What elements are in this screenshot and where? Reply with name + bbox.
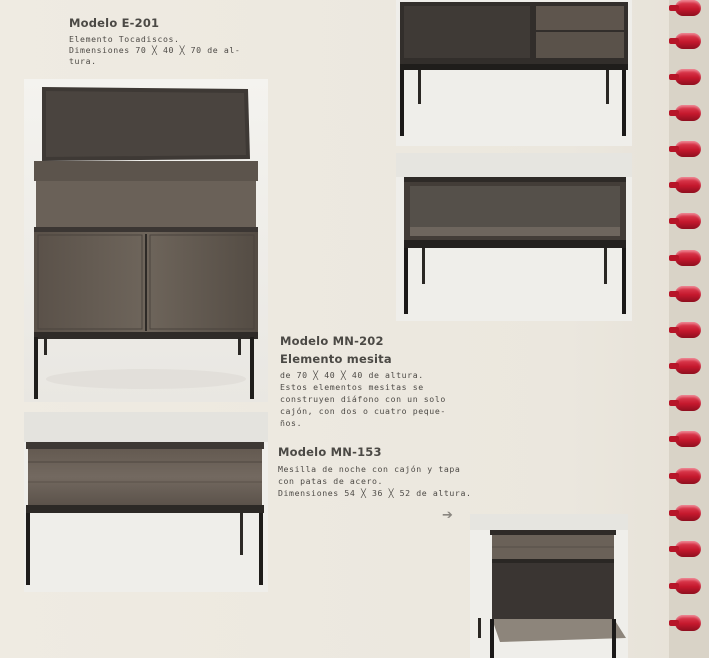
binding-ring bbox=[675, 213, 701, 229]
binding-ring bbox=[675, 69, 701, 85]
binding-ring bbox=[675, 286, 701, 302]
modelo-e201-title: Modelo E-201 bbox=[69, 16, 160, 30]
binding-ring bbox=[675, 431, 701, 447]
modelo-mn153-title: Modelo MN-153 bbox=[278, 445, 382, 459]
binding-ring bbox=[675, 468, 701, 484]
photo-low-cabinet bbox=[24, 412, 268, 592]
modelo-mn202-line-4: cajón, con dos o cuatro peque- bbox=[280, 406, 446, 416]
modelo-mn153-line-1: Mesilla de noche con cajón y tapa bbox=[278, 464, 461, 474]
binding-ring bbox=[675, 177, 701, 193]
binding-ring bbox=[675, 0, 701, 16]
modelo-mn202-line-2: Estos elementos mesitas se bbox=[280, 382, 424, 392]
modelo-e201-line-1: Elemento Tocadiscos. bbox=[69, 34, 180, 44]
binding-ring bbox=[675, 250, 701, 266]
photo-open-shelf-top bbox=[396, 0, 632, 146]
binding-ring bbox=[675, 358, 701, 374]
binding-ring bbox=[675, 541, 701, 557]
binding-ring bbox=[675, 615, 701, 631]
binding-ring bbox=[675, 33, 701, 49]
photo-record-player-cabinet bbox=[24, 79, 268, 402]
modelo-mn202-line-5: ños. bbox=[280, 418, 303, 428]
binding-ring bbox=[675, 578, 701, 594]
modelo-mn202-line-1: de 70 ╳ 40 ╳ 40 de altura. bbox=[280, 370, 424, 380]
binding-ring bbox=[675, 505, 701, 521]
binding-ring bbox=[675, 105, 701, 121]
modelo-mn202-title: Modelo MN-202 bbox=[280, 334, 384, 348]
photo-open-shelf bbox=[396, 153, 632, 321]
arrow-right-icon: ➔ bbox=[442, 508, 453, 523]
binding-ring bbox=[675, 322, 701, 338]
binding-ring bbox=[675, 141, 701, 157]
modelo-e201-line-3: tura. bbox=[69, 56, 97, 66]
modelo-mn153-line-2: con patas de acero. bbox=[278, 476, 384, 486]
modelo-mn202-subtitle: Elemento mesita bbox=[280, 352, 392, 366]
photo-bedside-table bbox=[470, 514, 628, 658]
binding-ring bbox=[675, 395, 701, 411]
modelo-mn153-line-3: Dimensiones 54 ╳ 36 ╳ 52 de altura. bbox=[278, 488, 472, 498]
modelo-e201-line-2: Dimensiones 70 ╳ 40 ╳ 70 de al- bbox=[69, 45, 241, 55]
spiral-binding bbox=[669, 0, 709, 658]
modelo-mn202-line-3: construyen diáfono con un solo bbox=[280, 394, 446, 404]
